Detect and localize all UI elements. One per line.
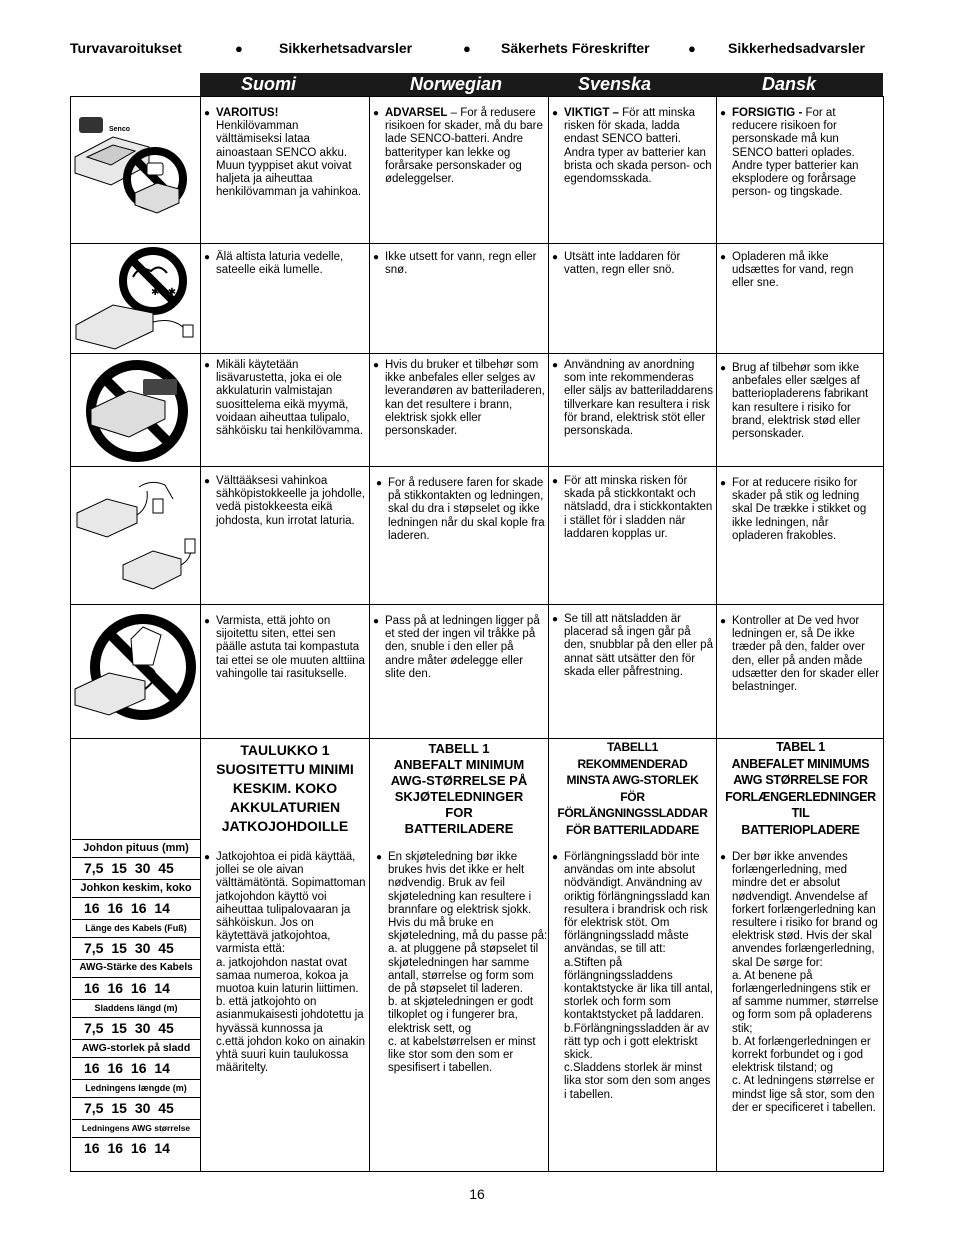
warning-text: Pass på at ledningen ligger på et sted der ingen vil tråkke på den, snuble i den eller på andre måter ødelegge eller slite den.	[385, 615, 540, 680]
bullet-icon: ●	[552, 614, 559, 625]
bullet-icon: ●	[204, 252, 211, 263]
table-header: Länge des Kabels (Fuß)	[72, 919, 200, 937]
warning-text: Välttääksesi vahinkoa sähköpistokkeelle ja johdolle, vedä pistokkeesta eikä johdosta, kun irrotat laturia.	[216, 475, 365, 527]
header-item-da: Sikkerhedsadvarsler	[728, 40, 865, 56]
table-header: Johkon keskim, koko	[72, 879, 200, 897]
warning-text: – For å redusere risikoen for skader, må du bare lade SENCO-batteri. Andre batterityper kan lekke og forårsake personskader og ødeleggelser.	[385, 107, 543, 186]
no-stepping-on-cord-picture	[73, 609, 198, 734]
warning-no-row4	[376, 477, 546, 543]
header-item-sv: Säkerhets Föreskrifter	[501, 40, 650, 56]
column-divider	[548, 97, 549, 1171]
warning-label: VIKTIGT –	[564, 107, 619, 119]
awg-size-table	[72, 839, 200, 1159]
table-header: Johdon pituus (mm)	[72, 839, 200, 857]
language-bar	[200, 73, 883, 96]
table-values: 16 16 16 14	[72, 897, 200, 919]
brand-label: Senco	[109, 126, 131, 133]
table-header: Sladdens längd (m)	[72, 999, 200, 1017]
extension-cord-da	[720, 851, 882, 1115]
bullet-icon: ●	[720, 108, 727, 119]
warning-sv-row1	[552, 107, 714, 186]
warning-sv-row2	[552, 251, 712, 277]
warning-text: Mikäli käytetään lisävarustetta, joka ei ole akkulaturin valmistajan suosittelema eikä myymä, voidaan aiheuttaa tulipalo, sähköisku tai henkilövamma.	[216, 359, 364, 438]
warning-text: For at reducere risikoen for personskade må kun SENCO batteri oplades. Andre typer batterier kan eksplodere og forårsage person- og tingskade.	[732, 107, 859, 199]
page-header	[0, 40, 954, 60]
table-header: AWG-storlek på sladd	[72, 1039, 200, 1057]
warning-fi-row2	[204, 251, 364, 277]
warning-sv-row4	[552, 475, 714, 541]
extension-text: En skjøteledning bør ikke brukes hvis det ikke er helt nødvendig. Bruk av feil skjøteledning kan resultere i brannfare og elektrisk sjokk. Hvis du må bruke en skjøteledning, må du passe på: a. at pluggene på støpselet til skjøteledningen har samme antall, størrelse og form som de på støpselet til laderen. b. at skjøteledningen er godt tilkoplet og i fungerer bra, elektrisk sett, og c. at kabelstørrelsen er minst like stor som den som er spesifisert i tabellen.	[388, 851, 548, 1075]
table-values: 16 16 16 14	[72, 977, 200, 999]
warning-label: VAROITUS!	[216, 107, 279, 119]
table-values: 16 16 16 14	[72, 1137, 200, 1159]
extension-cord-fi	[204, 851, 366, 1075]
bullet-icon: ●	[373, 108, 380, 119]
bullet-icon: ●	[204, 852, 211, 863]
warning-text: For å redusere faren for skade på stikkontakten og ledningen, skal du dra i støpselet og ikke ledningen når du skal kople fra laderen.	[388, 477, 545, 542]
table-values: 7,5 15 30 45	[72, 937, 200, 959]
column-divider	[716, 97, 717, 1171]
warning-text: Användning av anordning som inte rekommenderas eller säljs av batteriladdarens tillverkare kan resultera i risk för brand, elektrisk stöt eller personskada.	[564, 359, 713, 438]
table-title-da: TABEL 1 ANBEFALET MINIMUMS AWG STØRRELSE FOR FORLÆNGERLEDNINGER TIL BATTERIOPLADERE	[725, 740, 876, 837]
unplug-by-plug-picture	[73, 477, 198, 602]
bullet-icon: ●	[204, 360, 211, 371]
header-item-fi: Turvavaroitukset	[70, 40, 182, 56]
separator-dot: ●	[463, 41, 471, 56]
warning-text: Ikke utsett for vann, regn eller snø.	[385, 251, 537, 277]
warnings-grid	[70, 96, 884, 1172]
bullet-icon: ●	[720, 616, 727, 627]
bullet-icon: ●	[204, 616, 211, 627]
no-rain-snow-picture	[73, 247, 198, 357]
table-values: 7,5 15 30 45	[72, 1017, 200, 1039]
warning-text: För att minska risken för skada, ladda endast SENCO batteri. Andra typer av batterier kan brista och skada person- och egendomsskada.	[564, 107, 712, 186]
lang-suomi: Suomi	[241, 74, 297, 94]
warning-da-row1	[720, 107, 880, 199]
warning-text: For at reducere risiko for skader på stik og ledning skal De trække i stikket og ikke ledningen, når opladeren frakobles.	[732, 477, 867, 542]
bullet-icon: ●	[552, 252, 559, 263]
warning-no-row1	[373, 107, 545, 186]
warning-label: ADVARSEL	[385, 107, 448, 119]
table-header: Ledningens AWG størrelse	[72, 1119, 200, 1137]
bullet-icon: ●	[373, 360, 380, 371]
charger-senco-battery-picture	[73, 107, 198, 222]
warning-text: För att minska risken för skada på stickkontakt och nätsladd, dra i stickkontakten i stället för i sladden när laddaren kopplas ur.	[564, 475, 713, 540]
warning-text: Kontroller at De ved hvor ledningen er, så De ikke træder på den, falder over den, eller på anden måde udsætter den for skader eller belastninger.	[732, 615, 880, 694]
warning-da-row3	[720, 362, 880, 441]
warning-text: Varmista, että johto on sijoitettu siten, ettei sen päälle astuta tai kompastuta tai ettei se ole muuten alttiina vahingolle tai rasitukselle.	[216, 615, 365, 680]
no-unapproved-attachment-picture	[73, 357, 198, 470]
separator-dot: ●	[235, 41, 243, 56]
table-title-fi: TAULUKKO 1 SUOSITETTU MINIMI KESKIM. KOKO AKKULATURIEN JATKOJOHDOILLE	[216, 742, 354, 834]
warning-no-row2	[373, 251, 545, 277]
warning-fi-row5	[204, 615, 366, 681]
header-item-no: Sikkerhetsadvarsler	[279, 40, 413, 56]
table-values: 16 16 16 14	[72, 1057, 200, 1079]
warning-sv-row5	[552, 613, 714, 679]
warning-da-row5	[720, 615, 880, 694]
extension-text: Förlängningssladd bör inte användas om inte absolut nödvändigt. Användning av oriktig förlängningssladd kan resultera i brandrisk och risk för elektrisk stöt. Om förlängningssladd måste användas, se till att: a.Stiften på förlängningssladdens kontaktstycke är lika till antal, storlek och form som kontaktstycket på laddaren. b.Förlängningssladden är av rätt typ och i gott elektriskt skick. c.Sladdens storlek är minst lika stor som den som anges i tabellen.	[564, 851, 713, 1101]
bullet-icon: ●	[376, 852, 383, 863]
bullet-icon: ●	[552, 108, 559, 119]
bullet-icon: ●	[204, 476, 211, 487]
warning-no-row5	[373, 615, 545, 681]
row-divider	[71, 604, 883, 605]
bullet-icon: ●	[552, 476, 559, 487]
page-number: 16	[469, 1186, 485, 1202]
table-header: AWG-Stärke des Kabels	[72, 959, 200, 977]
warning-text: Opladeren må ikke udsættes for vand, regn eller sne.	[732, 251, 854, 290]
row-divider	[71, 243, 883, 244]
warning-fi-row4	[204, 475, 366, 528]
table-title-sv: TABELL1 REKOMMENDERAD MINSTA AWG-STORLEK FÖR FÖRLÄNGNINGSSLADDAR FÖR BATTERILADDARE	[557, 740, 708, 837]
table-values: 7,5 15 30 45	[72, 857, 200, 879]
warning-no-row3	[373, 359, 545, 438]
warning-text: Utsätt inte laddaren för vatten, regn eller snö.	[564, 251, 681, 277]
bullet-icon: ●	[373, 616, 380, 627]
warning-da-row4	[720, 477, 880, 543]
warning-fi-row1	[204, 107, 366, 199]
column-divider	[200, 97, 201, 1171]
warning-sv-row3	[552, 359, 714, 438]
warning-text: Henkilövamman välttämiseksi lataa ainoastaan SENCO akku. Muun tyyppiset akut voivat haljeta ja aiheuttaa henkilövamman ja vahinkoa.	[216, 120, 362, 199]
bullet-icon: ●	[720, 478, 727, 489]
bullet-icon: ●	[376, 478, 383, 489]
bullet-icon: ●	[552, 360, 559, 371]
lang-svenska: Svenska	[578, 74, 652, 94]
svg-text:✱✱✱: ✱✱✱	[151, 287, 177, 298]
lang-norwegian: Norwegian	[410, 74, 503, 94]
warning-text: Brug af tilbehør som ikke anbefales eller sælges af batteriopladerens fabrikant kan resultere i risiko for brand, elektrisk stød eller personskader.	[732, 362, 869, 441]
bullet-icon: ●	[204, 108, 211, 119]
extension-text: Jatkojohtoa ei pidä käyttää, jollei se ole aivan välttämätöntä. Sopimattoman jatkojohdon käyttö voi aiheuttaa tulipalovaaran ja sähköiskun. Jos on käytettävä jatkojohtoa, varmista että: a. jatkojohdon nastat ovat samaa numeroa, kokoa ja muotoa kuin laturin liittimen. b. että jatkojohto on asianmukaisesti johdotettu ja hyvässä kunnossa ja c.että johdon koko on ainakin yhtä suuri kuin taulukossa määritelty.	[216, 851, 366, 1075]
warning-fi-row3	[204, 359, 366, 438]
bullet-icon: ●	[720, 852, 727, 863]
warning-text: Hvis du bruker et tilbehør som ikke anbefales eller selges av leverandøren av batteriladeren, kan det resultere i brann, elektrisk sjokk eller personskader.	[385, 359, 545, 438]
table-title-no: TABELL 1 ANBEFALT MINIMUM AWG-STØRRELSE PÅ SKJØTELEDNINGER FOR BATTERILADERE	[390, 741, 528, 836]
bullet-icon: ●	[373, 252, 380, 263]
lang-dansk: Dansk	[762, 74, 817, 94]
table-header: Ledningens længde (m)	[72, 1079, 200, 1097]
warning-text: Se till att nätsladden är placerad så ingen går på den, snubblar på den eller på annat sätt utsätter den för skada eller påfrestning.	[564, 613, 713, 678]
bullet-icon: ●	[720, 363, 727, 374]
bullet-icon: ●	[720, 252, 727, 263]
bullet-icon: ●	[552, 852, 559, 863]
column-divider	[369, 97, 370, 1171]
table-values: 7,5 15 30 45	[72, 1097, 200, 1119]
separator-dot: ●	[688, 41, 696, 56]
extension-cord-no	[376, 851, 548, 1075]
warning-da-row2	[720, 251, 870, 291]
warning-label: FORSIGTIG -	[732, 107, 803, 119]
extension-cord-sv	[552, 851, 714, 1102]
extension-text: Der bør ikke anvendes forlængerledning, med mindre det er absolut nødvendigt. Anvendelse af forkert forlængerledning kan resultere i risiko for brand og elektrisk stød. Hvis der skal anvendes forlængerledning, skal De sørge for: a. At benene på forlængerledningens stik er af samme nummer, størrelse og form som på opladerens stik; b. At forlængerledningen er korrekt forbundet og i god elektrisk tilstand; og c. At ledningens størrelse er mindst lige så stor, som den der er specificeret i tabellen.	[732, 851, 879, 1114]
warning-text: Älä altista laturia vedelle, sateelle eikä lumelle.	[216, 251, 344, 277]
